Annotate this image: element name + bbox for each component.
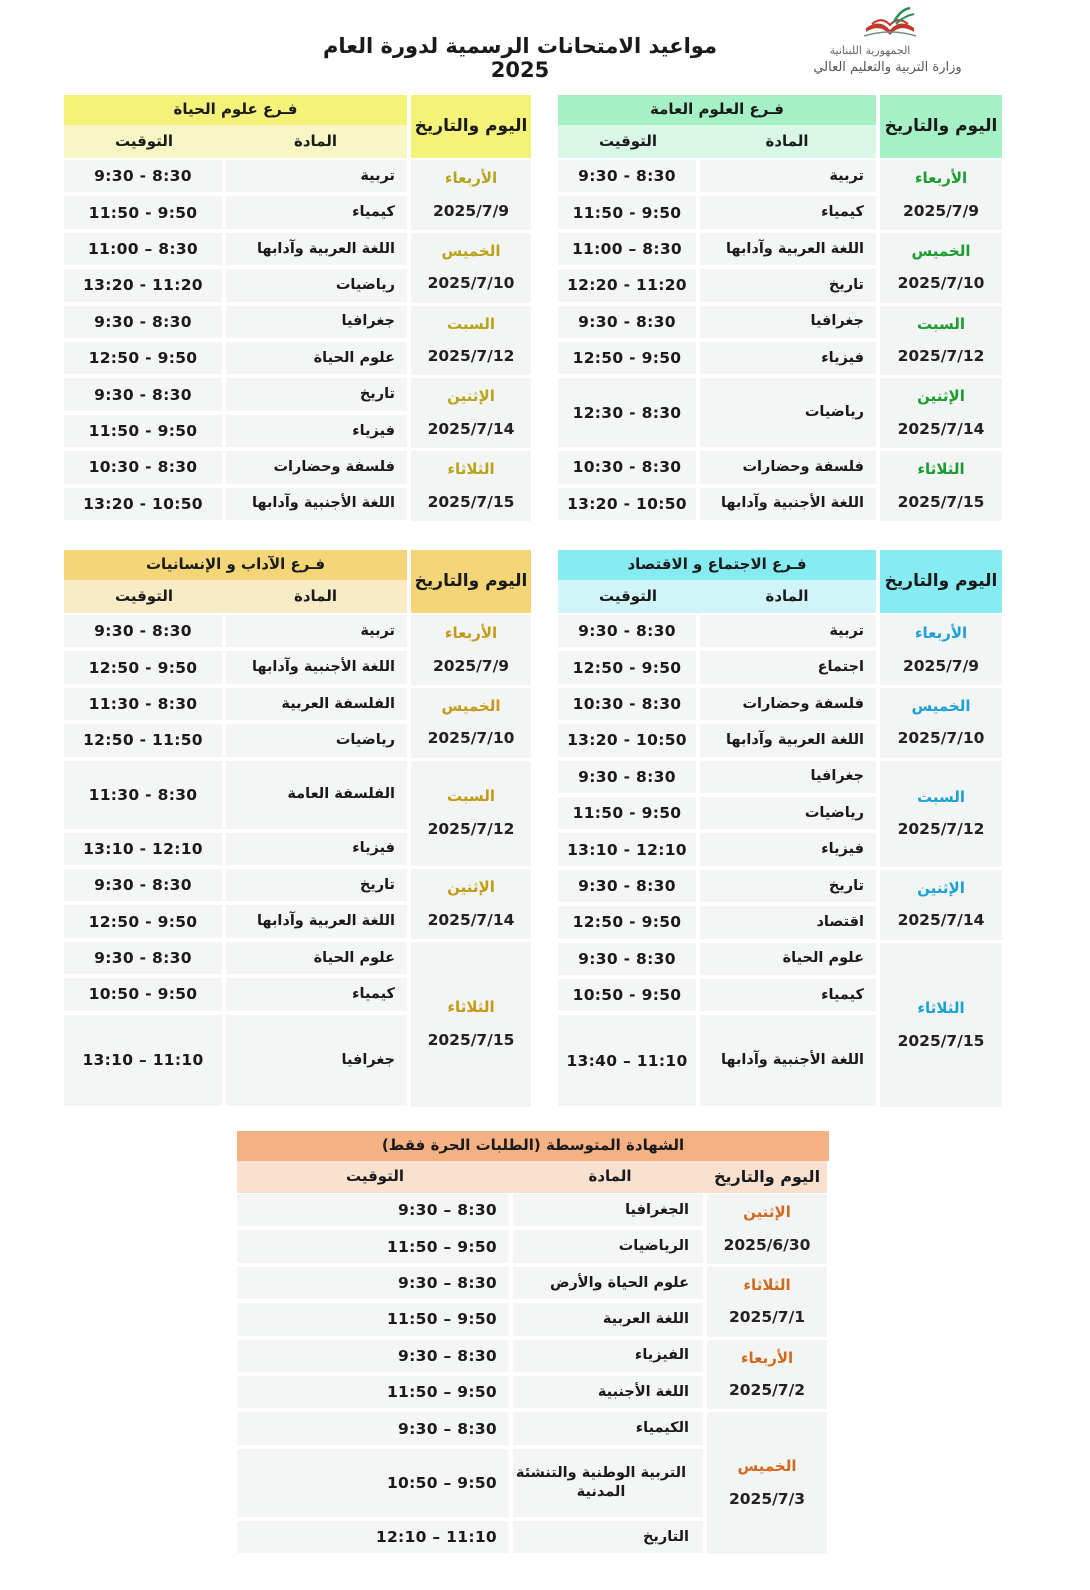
subject-cell: تاريخ [700, 870, 876, 902]
day-cell [411, 869, 531, 939]
day-name: السبت [916, 314, 966, 333]
day-date: 2025/7/10 [427, 729, 515, 748]
subject-cell: تاريخ [700, 269, 876, 301]
ministry-logo-block [800, 6, 985, 80]
time-cell: 13:40 – 11:10 [558, 1015, 696, 1106]
day-cell [880, 870, 1002, 940]
day-name: السبت [916, 787, 966, 806]
day-cell [880, 306, 1002, 376]
time-cell: 10:30 - 8:30 [558, 451, 696, 483]
day-date: 2025/7/10 [897, 274, 985, 293]
day-cell [880, 943, 1002, 1108]
time-cell: 11:50 - 9:50 [558, 196, 696, 228]
time-cell: 9:30 – 8:30 [237, 1194, 509, 1226]
subject-cell: تربية [700, 160, 876, 192]
day-cell [411, 378, 531, 448]
time-cell: 11:00 – 8:30 [558, 233, 696, 265]
day-cell [411, 942, 531, 1107]
subject-cell: اللغة العربية وآدابها [700, 724, 876, 756]
day-name: الخميس [441, 241, 501, 260]
day-cell [707, 1267, 827, 1337]
time-cell: 12:50 - 9:50 [64, 342, 222, 374]
time-cell: 11:30 - 8:30 [64, 688, 222, 720]
subject-cell: اللغة العربية وآدابها [700, 233, 876, 265]
day-name: الثلاثاء [447, 998, 495, 1017]
subject-cell: فيزياء [226, 833, 407, 865]
subject-cell: الكيمياء [513, 1412, 703, 1444]
time-cell: 10:30 - 8:30 [558, 688, 696, 720]
subject-cell: اللغة العربية [513, 1303, 703, 1335]
day-cell [880, 761, 1002, 867]
subject-cell: علوم الحياة والأرض [513, 1267, 703, 1299]
subject-cell: فيزياء [700, 342, 876, 374]
time-cell: 9:30 - 8:30 [558, 615, 696, 647]
time-column-header: التوقيت [558, 125, 698, 158]
subject-cell: اجتماع [700, 651, 876, 683]
time-cell: 12:50 - 11:50 [64, 724, 222, 756]
day-date: 2025/7/15 [897, 492, 985, 511]
time-cell: 12:20 - 11:20 [558, 269, 696, 301]
day-cell [411, 306, 531, 376]
day-date: 2025/7/15 [427, 1030, 515, 1049]
time-cell: 11:00 – 8:30 [64, 233, 222, 265]
time-cell: 9:30 – 8:30 [237, 1412, 509, 1444]
time-cell: 11:50 - 9:50 [558, 797, 696, 829]
sociology-economics-table [558, 550, 1003, 1118]
time-cell: 11:50 – 9:50 [237, 1230, 509, 1262]
subject-cell: جغرافيا [226, 1015, 407, 1106]
subject-cell: الفلسفة العامة [226, 761, 407, 829]
subject-cell: اللغة الأجنبية وآدابها [226, 488, 407, 520]
subject-column-header: المادة [224, 125, 407, 158]
life-sciences-table [64, 95, 534, 525]
subject-cell: فيزياء [700, 833, 876, 865]
subject-cell: جغرافيا [700, 761, 876, 793]
time-cell: 9:30 - 8:30 [64, 160, 222, 192]
day-cell [411, 451, 531, 521]
subject-cell: كيمياء [226, 196, 407, 228]
day-date: 2025/7/2 [728, 1381, 806, 1400]
time-cell: 11:50 – 9:50 [237, 1303, 509, 1335]
subject-cell: اللغة الأجنبية وآدابها [700, 488, 876, 520]
day-name: الثلاثاء [743, 1275, 791, 1294]
time-cell: 11:50 - 9:50 [64, 196, 222, 228]
day-name: الأربعاء [740, 1348, 794, 1367]
subject-column-header: المادة [224, 580, 407, 613]
time-cell: 13:20 - 10:50 [558, 488, 696, 520]
page-title: مواعيد الامتحانات الرسمية لدورة العام 2025 [323, 34, 717, 82]
republic-name: الجمهورية اللبنانية [829, 44, 911, 57]
subject-cell: اللغة الأجنبية [513, 1376, 703, 1408]
day-name: الثلاثاء [447, 460, 495, 479]
time-cell: 9:30 - 8:30 [64, 615, 222, 647]
time-cell: 9:30 - 8:30 [558, 943, 696, 975]
day-date-header: اليوم والتاريخ [411, 550, 531, 613]
subject-cell: تاريخ [226, 378, 407, 410]
subject-cell: علوم الحياة [700, 943, 876, 975]
subject-cell: فيزياء [226, 415, 407, 447]
brevet-table [237, 1131, 829, 1561]
time-cell: 13:10 – 11:10 [64, 1015, 222, 1106]
day-cell [880, 451, 1002, 521]
branch-title: فـرع الآداب و الإنسانيات [64, 550, 407, 580]
subject-cell: رياضيات [226, 724, 407, 756]
day-cell [707, 1194, 827, 1264]
general-sciences-table [558, 95, 1003, 525]
subject-cell: فلسفة وحضارات [700, 688, 876, 720]
time-cell: 10:30 - 8:30 [64, 451, 222, 483]
day-cell [880, 160, 1002, 230]
time-cell: 10:50 - 9:50 [64, 978, 222, 1010]
subject-cell: تربية [700, 615, 876, 647]
branch-title: فـرع علوم الحياة [64, 95, 407, 125]
day-date: 2025/7/12 [897, 820, 985, 839]
day-date-header: اليوم والتاريخ [880, 95, 1002, 158]
subject-cell: اللغة العربية وآدابها [226, 233, 407, 265]
day-date: 2025/7/9 [432, 656, 510, 675]
time-cell: 9:30 - 8:30 [64, 306, 222, 338]
branch-title: فـرع العلوم العامة [558, 95, 876, 125]
day-date: 2025/7/12 [897, 347, 985, 366]
time-cell: 13:20 - 10:50 [64, 488, 222, 520]
time-cell: 12:50 - 9:50 [558, 906, 696, 938]
subject-cell: كيمياء [700, 196, 876, 228]
day-name: الخميس [441, 696, 501, 715]
day-name: الثلاثاء [917, 460, 965, 479]
subject-cell: علوم الحياة [226, 942, 407, 974]
branch-title: فـرع الاجتماع و الاقتصاد [558, 550, 876, 580]
day-name: الإثنين [447, 878, 495, 897]
time-cell: 9:30 - 8:30 [558, 160, 696, 192]
day-cell [411, 615, 531, 685]
subject-cell: علوم الحياة [226, 342, 407, 374]
subject-cell: التربية الوطنية والتنشئة المدنية [513, 1449, 703, 1517]
time-cell: 11:50 - 9:50 [64, 415, 222, 447]
time-column-header: التوقيت [237, 1161, 513, 1193]
subject-column-header: المادة [698, 125, 876, 158]
book-logo-icon [860, 6, 920, 40]
day-date: 2025/7/9 [902, 656, 980, 675]
time-cell: 9:30 – 8:30 [237, 1340, 509, 1372]
day-date: 2025/7/1 [728, 1308, 806, 1327]
subject-cell: جغرافيا [226, 306, 407, 338]
day-name: الخميس [911, 696, 971, 715]
day-name: الإثنين [447, 387, 495, 406]
day-date-header: اليوم والتاريخ [707, 1161, 827, 1193]
time-cell: 11:50 – 9:50 [237, 1376, 509, 1408]
humanities-table [64, 550, 534, 1118]
subject-cell: تربية [226, 615, 407, 647]
day-date: 2025/7/14 [897, 419, 985, 438]
time-column-header: التوقيت [64, 125, 224, 158]
time-cell: 9:30 – 8:30 [237, 1267, 509, 1299]
time-column-header: التوقيت [558, 580, 698, 613]
day-date: 2025/7/14 [427, 910, 515, 929]
day-date: 2025/7/9 [902, 201, 980, 220]
subject-cell: كيمياء [700, 979, 876, 1011]
ministry-name: وزارة التربية والتعليم العالي [813, 60, 962, 75]
time-cell: 9:30 - 8:30 [64, 942, 222, 974]
day-cell [411, 688, 531, 758]
time-cell: 12:50 - 9:50 [64, 905, 222, 937]
day-name: الأربعاء [914, 624, 968, 643]
day-date: 2025/7/14 [897, 911, 985, 930]
time-cell: 13:20 - 10:50 [558, 724, 696, 756]
subject-cell: الرياضيات [513, 1230, 703, 1262]
day-name: الإثنين [743, 1203, 791, 1222]
day-name: الخميس [911, 241, 971, 260]
subject-cell: رياضيات [226, 269, 407, 301]
day-cell [707, 1412, 827, 1554]
day-cell [411, 761, 531, 866]
subject-cell: كيمياء [226, 978, 407, 1010]
day-date: 2025/6/30 [723, 1235, 811, 1254]
time-cell: 10:50 – 9:50 [237, 1449, 509, 1517]
subject-cell: تربية [226, 160, 407, 192]
subject-cell: التاريخ [513, 1521, 703, 1553]
day-date: 2025/7/14 [427, 419, 515, 438]
subject-cell: فلسفة وحضارات [700, 451, 876, 483]
time-cell: 11:30 - 8:30 [64, 761, 222, 829]
day-date: 2025/7/12 [427, 819, 515, 838]
day-name: الثلاثاء [917, 999, 965, 1018]
day-cell [880, 233, 1002, 303]
subject-cell: اقتصاد [700, 906, 876, 938]
day-name: الأربعاء [444, 169, 498, 188]
day-name: الإثنين [917, 878, 965, 897]
subject-column-header: المادة [513, 1161, 707, 1193]
day-name: الأربعاء [914, 169, 968, 188]
day-cell [707, 1340, 827, 1410]
day-name: الأربعاء [444, 624, 498, 643]
time-cell: 9:30 - 8:30 [558, 761, 696, 793]
day-cell [411, 160, 531, 230]
subject-cell: رياضيات [700, 797, 876, 829]
time-cell: 13:10 - 12:10 [558, 833, 696, 865]
subject-cell: الفيزياء [513, 1340, 703, 1372]
time-cell: 13:20 - 11:20 [64, 269, 222, 301]
day-date: 2025/7/12 [427, 347, 515, 366]
subject-cell: الفلسفة العربية [226, 688, 407, 720]
day-date-header: اليوم والتاريخ [880, 550, 1002, 613]
day-date: 2025/7/10 [897, 729, 985, 748]
day-name: الإثنين [917, 387, 965, 406]
time-cell: 12:50 - 9:50 [64, 651, 222, 683]
day-date: 2025/7/15 [427, 492, 515, 511]
time-cell: 9:30 - 8:30 [558, 870, 696, 902]
day-name: الخميس [737, 1457, 797, 1476]
subject-cell: رياضيات [700, 378, 876, 447]
time-cell: 9:30 - 8:30 [558, 306, 696, 338]
subject-cell: فلسفة وحضارات [226, 451, 407, 483]
subject-cell: اللغة العربية وآدابها [226, 905, 407, 937]
subject-column-header: المادة [698, 580, 876, 613]
subject-cell: جغرافيا [700, 306, 876, 338]
subject-cell: الجغرافيا [513, 1194, 703, 1226]
day-date: 2025/7/9 [432, 201, 510, 220]
subject-cell: تاريخ [226, 869, 407, 901]
day-date-header: اليوم والتاريخ [411, 95, 531, 158]
time-cell: 12:50 - 9:50 [558, 342, 696, 374]
day-date: 2025/7/3 [728, 1489, 806, 1508]
day-date: 2025/7/10 [427, 274, 515, 293]
day-cell [880, 688, 1002, 758]
subject-cell: اللغة الأجنبية وآدابها [700, 1015, 876, 1106]
day-cell [411, 233, 531, 303]
time-cell: 12:10 – 11:10 [237, 1521, 509, 1553]
branch-title: الشهادة المتوسطة (الطلبات الحرة فقط) [237, 1131, 829, 1161]
subject-cell: اللغة الأجنبية وآدابها [226, 651, 407, 683]
time-cell: 12:30 - 8:30 [558, 378, 696, 447]
day-name: السبت [446, 787, 496, 806]
day-cell [880, 378, 1002, 448]
time-cell: 9:30 - 8:30 [64, 378, 222, 410]
day-cell [880, 615, 1002, 685]
day-date: 2025/7/15 [897, 1031, 985, 1050]
time-cell: 9:30 - 8:30 [64, 869, 222, 901]
day-name: السبت [446, 314, 496, 333]
time-cell: 10:50 - 9:50 [558, 979, 696, 1011]
time-cell: 12:50 - 9:50 [558, 651, 696, 683]
page-header [0, 0, 1090, 90]
time-column-header: التوقيت [64, 580, 224, 613]
time-cell: 13:10 - 12:10 [64, 833, 222, 865]
